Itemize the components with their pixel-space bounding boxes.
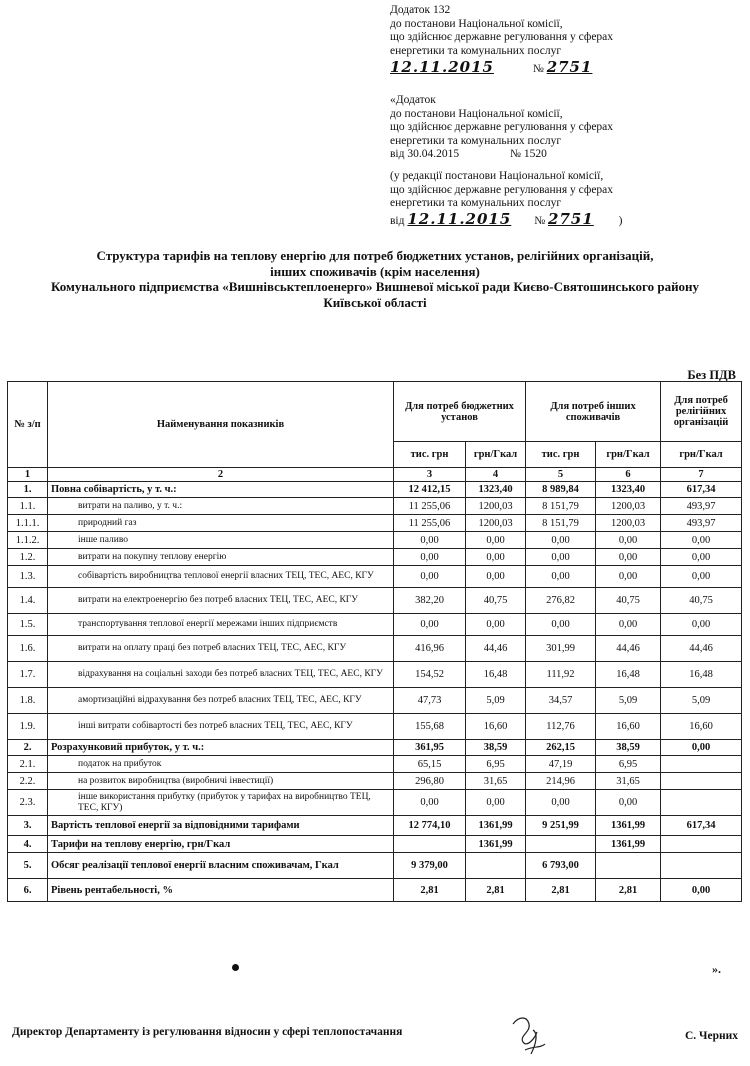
title-line: інших споживачів (крім населення) — [270, 263, 480, 279]
value-cell: 2,81 — [394, 879, 466, 902]
value-cell: 1200,03 — [596, 498, 661, 515]
value-cell: 0,00 — [596, 790, 661, 816]
handwritten-number: 2751 — [546, 58, 593, 76]
unit-cell: тис. грн — [394, 442, 466, 468]
value-cell: 154,52 — [394, 662, 466, 688]
table-row — [8, 549, 742, 566]
value-cell: 1323,40 — [466, 482, 526, 498]
value-cell: 112,76 — [526, 714, 596, 740]
number-label: № — [534, 214, 546, 227]
value-cell: 2,81 — [526, 879, 596, 902]
annex-date: від 30.04.2015 — [390, 148, 460, 160]
index-cell: 2 — [48, 468, 394, 482]
value-cell: 0,00 — [394, 566, 466, 588]
ink-dot — [232, 964, 239, 971]
value-cell: 5,09 — [661, 688, 742, 714]
value-cell: 44,46 — [466, 636, 526, 662]
row-number: 1.1.1. — [8, 515, 48, 532]
value-cell: 16,48 — [596, 662, 661, 688]
value-cell — [661, 790, 742, 816]
handwritten-date: 12.11.2015 — [390, 58, 494, 76]
value-cell: 0,00 — [394, 614, 466, 636]
row-number: 1.6. — [8, 636, 48, 662]
table-row — [8, 636, 742, 662]
handwritten-number: 2751 — [548, 209, 594, 228]
value-cell: 301,99 — [526, 636, 596, 662]
row-label: Рівень рентабельності, % — [48, 879, 394, 902]
value-cell: 0,00 — [466, 549, 526, 566]
value-cell: 493,97 — [661, 498, 742, 515]
value-cell: 0,00 — [466, 790, 526, 816]
value-cell: 1361,99 — [466, 816, 526, 836]
value-cell: 493,97 — [661, 515, 742, 532]
value-cell: 0,00 — [526, 790, 596, 816]
value-cell: 0,00 — [661, 614, 742, 636]
value-cell: 40,75 — [596, 588, 661, 614]
row-number: 1.9. — [8, 714, 48, 740]
value-cell: 40,75 — [661, 588, 742, 614]
value-cell: 40,75 — [466, 588, 526, 614]
value-cell: 8 151,79 — [526, 515, 596, 532]
value-cell: 2,81 — [466, 879, 526, 902]
value-cell: 0,00 — [661, 549, 742, 566]
table-row — [8, 836, 742, 853]
row-number: 1.4. — [8, 588, 48, 614]
value-cell: 0,00 — [526, 566, 596, 588]
value-cell: 47,19 — [526, 756, 596, 773]
annex-line: що здійснює державне регулювання у сферах — [390, 31, 614, 43]
value-cell: 38,59 — [466, 740, 526, 756]
annex-number: № 1520 — [509, 148, 547, 160]
value-cell — [661, 853, 742, 879]
value-cell: 16,60 — [466, 714, 526, 740]
value-cell: 44,46 — [661, 636, 742, 662]
value-cell — [466, 853, 526, 879]
row-label: Вартість теплової енергії за відповідними тарифами — [48, 816, 394, 836]
value-cell — [526, 836, 596, 853]
row-number: 1.1. — [8, 498, 48, 515]
value-cell: 1200,03 — [466, 515, 526, 532]
index-cell: 5 — [526, 468, 596, 482]
value-cell: 0,00 — [526, 532, 596, 549]
table-row — [8, 688, 742, 714]
table-row — [8, 790, 742, 816]
value-cell: 9 379,00 — [394, 853, 466, 879]
row-label: інше використання прибутку (прибуток у тарифах на виробництво ТЕЦ, ТЕС, КГУ) — [48, 790, 394, 816]
value-cell: 38,59 — [596, 740, 661, 756]
value-cell: 12 412,15 — [394, 482, 466, 498]
value-cell: 31,65 — [466, 773, 526, 790]
value-cell: 0,00 — [526, 614, 596, 636]
row-number: 2. — [8, 740, 48, 756]
row-label: на розвиток виробництва (виробничі інвестиції) — [48, 773, 394, 790]
row-label: амортизаційні відрахування без потреб власних ТЕЦ, ТЕС, АЕС, КГУ — [48, 688, 394, 714]
value-cell: 8 989,84 — [526, 482, 596, 498]
value-cell: 382,20 — [394, 588, 466, 614]
number-label: № — [532, 63, 544, 75]
value-cell — [661, 836, 742, 853]
value-cell: 16,60 — [661, 714, 742, 740]
annex-line: до постанови Національної комісії, — [390, 107, 563, 120]
row-label: природний газ — [48, 515, 394, 532]
value-cell — [661, 773, 742, 790]
column-index-row — [8, 468, 742, 482]
value-cell: 155,68 — [394, 714, 466, 740]
row-number: 1.5. — [8, 614, 48, 636]
unit-cell: тис. грн — [526, 442, 596, 468]
row-number: 6. — [8, 879, 48, 902]
row-label: відрахування на соціальні заходи без потреб власних ТЕЦ, ТЕС, АЕС, КГУ — [48, 662, 394, 688]
value-cell: 296,80 — [394, 773, 466, 790]
value-cell: 617,34 — [661, 482, 742, 498]
handwritten-date: 12.11.2015 — [407, 209, 512, 228]
unit-cell: грн/Гкал — [466, 442, 526, 468]
annex-line: що здійснює державне регулювання у сферах — [390, 121, 614, 133]
index-cell: 4 — [466, 468, 526, 482]
table-row — [8, 740, 742, 756]
table-row — [8, 515, 742, 532]
row-number: 1.3. — [8, 566, 48, 588]
row-number: 2.3. — [8, 790, 48, 816]
row-label: Тарифи на теплову енергію, грн/Гкал — [48, 836, 394, 853]
value-cell: 0,00 — [661, 740, 742, 756]
value-cell: 5,09 — [596, 688, 661, 714]
value-cell: 276,82 — [526, 588, 596, 614]
signature-icon — [505, 1010, 555, 1060]
value-cell: 0,00 — [596, 549, 661, 566]
value-cell: 1361,99 — [596, 816, 661, 836]
table-row — [8, 614, 742, 636]
value-cell: 262,15 — [526, 740, 596, 756]
annex-header — [390, 4, 613, 77]
col-header-budget: Для потреб бюджетних установ — [394, 382, 526, 442]
row-number: 1.1.2. — [8, 532, 48, 549]
annex-line: енергетики та комунальних послуг — [390, 197, 562, 209]
original-annex-header — [390, 94, 613, 162]
row-number: 1.8. — [8, 688, 48, 714]
table-row — [8, 773, 742, 790]
title-line: Структура тарифів на теплову енергію для потреб бюджетних установ, релігійних організацій, — [96, 248, 654, 263]
value-cell: 0,00 — [596, 532, 661, 549]
row-number: 1. — [8, 482, 48, 498]
row-number: 2.1. — [8, 756, 48, 773]
revision-header — [390, 170, 623, 228]
row-label: собівартість виробництва теплової енергії власних ТЕЦ, ТЕС, АЕС, КГУ — [48, 566, 394, 588]
row-number: 3. — [8, 816, 48, 836]
table-row — [8, 816, 742, 836]
index-cell: 3 — [394, 468, 466, 482]
row-label: витрати на оплату праці без потреб власних ТЕЦ, ТЕС, АЕС, КГУ — [48, 636, 394, 662]
value-cell: 12 774,10 — [394, 816, 466, 836]
value-cell: 0,00 — [596, 566, 661, 588]
row-number: 1.2. — [8, 549, 48, 566]
col-header-other: Для потреб інших споживачів — [526, 382, 661, 442]
row-label: витрати на покупну теплову енергію — [48, 549, 394, 566]
title-line: Комунального підприємства «Вишнівськтеплоенерго» Вишневої міської ради Києво-Святошинського району — [50, 279, 700, 294]
value-cell: 0,00 — [394, 549, 466, 566]
value-cell — [661, 756, 742, 773]
index-cell: 7 — [661, 468, 742, 482]
signatory-name: С. Черних — [685, 1030, 738, 1042]
tariff-table — [7, 381, 742, 902]
value-cell: 6,95 — [466, 756, 526, 773]
value-cell — [596, 853, 661, 879]
value-cell: 16,60 — [596, 714, 661, 740]
row-number: 1.7. — [8, 662, 48, 688]
value-cell: 617,34 — [661, 816, 742, 836]
signatory-position: Директор Департаменту із регулювання відносин у сфері теплопостачання — [12, 1026, 403, 1038]
table-row — [8, 714, 742, 740]
annex-line: (у редакції постанови Національної комісії, — [390, 170, 604, 182]
value-cell: 214,96 — [526, 773, 596, 790]
value-cell: 0,00 — [596, 614, 661, 636]
annex-title: Додаток 132 — [390, 4, 451, 16]
value-cell: 9 251,99 — [526, 816, 596, 836]
value-cell: 8 151,79 — [526, 498, 596, 515]
table-row — [8, 756, 742, 773]
value-cell: 416,96 — [394, 636, 466, 662]
row-label: Обсяг реалізації теплової енергії власним споживачам, Гкал — [48, 853, 394, 879]
index-cell: 1 — [8, 468, 48, 482]
row-label: витрати на електроенергію без потреб власних ТЕЦ, ТЕС, АЕС, КГУ — [48, 588, 394, 614]
value-cell: 31,65 — [596, 773, 661, 790]
value-cell: 65,15 — [394, 756, 466, 773]
table-row — [8, 482, 742, 498]
value-cell: 111,92 — [526, 662, 596, 688]
row-label: витрати на паливо, у т. ч.: — [48, 498, 394, 515]
table-row — [8, 853, 742, 879]
row-label: інші витрати собівартості без потреб власних ТЕЦ, ТЕС, АЕС, КГУ — [48, 714, 394, 740]
annex-line: що здійснює державне регулювання у сферах — [390, 183, 614, 196]
table-row — [8, 498, 742, 515]
row-label: Розрахунковий прибуток, у т. ч.: — [48, 740, 394, 756]
col-header-num: № з/п — [8, 382, 48, 468]
table-row — [8, 879, 742, 902]
annex-line: «Додаток — [390, 94, 436, 106]
value-cell: 1361,99 — [596, 836, 661, 853]
value-cell: 361,95 — [394, 740, 466, 756]
value-cell: 16,48 — [661, 662, 742, 688]
row-number: 4. — [8, 836, 48, 853]
value-cell: 2,81 — [596, 879, 661, 902]
value-cell: 6 793,00 — [526, 853, 596, 879]
value-cell: 1361,99 — [466, 836, 526, 853]
value-cell: 0,00 — [394, 790, 466, 816]
row-number: 5. — [8, 853, 48, 879]
table-row — [8, 662, 742, 688]
value-cell: 6,95 — [596, 756, 661, 773]
value-cell: 0,00 — [466, 566, 526, 588]
title-line: Київської області — [323, 294, 427, 310]
value-cell: 44,46 — [596, 636, 661, 662]
col-header-name: Найменування показників — [48, 382, 394, 468]
value-cell: 1200,03 — [596, 515, 661, 532]
value-cell: 0,00 — [466, 532, 526, 549]
table-row — [8, 532, 742, 549]
table-row — [8, 566, 742, 588]
value-cell — [394, 836, 466, 853]
row-number: 2.2. — [8, 773, 48, 790]
annex-line: енергетики та комунальних послуг — [390, 134, 562, 147]
end-quote: ». — [712, 962, 721, 976]
table-row — [8, 588, 742, 614]
document-title — [0, 248, 750, 310]
value-cell: 0,00 — [526, 549, 596, 566]
annex-line: до постанови Національної комісії, — [390, 17, 563, 30]
row-label: транспортування теплової енергії мережами інших підприємств — [48, 614, 394, 636]
index-cell: 6 — [596, 468, 661, 482]
value-cell: 11 255,06 — [394, 515, 466, 532]
annex-line: енергетики та комунальних послуг — [390, 44, 562, 57]
header-row — [8, 382, 742, 442]
vat-note: Без ПДВ — [687, 368, 736, 382]
value-cell: 0,00 — [661, 566, 742, 588]
row-label: інше паливо — [48, 532, 394, 549]
unit-cell: грн/Гкал — [661, 442, 742, 468]
value-cell: 5,09 — [466, 688, 526, 714]
from-label: від — [390, 214, 405, 227]
value-cell: 0,00 — [466, 614, 526, 636]
value-cell: 0,00 — [661, 879, 742, 902]
value-cell: 0,00 — [661, 532, 742, 549]
value-cell: 34,57 — [526, 688, 596, 714]
row-label: Повна собівартість, у т. ч.: — [48, 482, 394, 498]
value-cell: 16,48 — [466, 662, 526, 688]
row-label: податок на прибуток — [48, 756, 394, 773]
value-cell: 1200,03 — [466, 498, 526, 515]
value-cell: 47,73 — [394, 688, 466, 714]
value-cell: 11 255,06 — [394, 498, 466, 515]
col-header-religious: Для потреб релігійних організацій — [661, 382, 742, 442]
value-cell: 1323,40 — [596, 482, 661, 498]
unit-cell: грн/Гкал — [596, 442, 661, 468]
value-cell: 0,00 — [394, 532, 466, 549]
close-paren: ) — [618, 214, 623, 227]
